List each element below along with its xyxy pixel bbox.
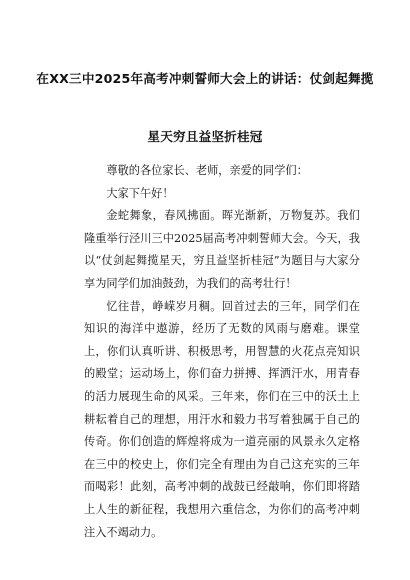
greeting-paragraph: 大家下午好！ [106,186,174,200]
document-title-line-2: 星天穷且益坚折桂冠 [147,129,263,144]
document-body [84,160,360,544]
salutation-paragraph: 尊敬的各位家长、老师，亲爱的同学们： [106,164,308,177]
document-title-line-1: 在XX三中2025年高考冲刺誓师大会上的讲话：仗剑起舞揽 [36,71,374,86]
opening-paragraph: 金蛇舞象，春风拂面。晖光渐新，万物复苏。我们隆重举行泾川三中2025届高考冲刺誓师大会。今天，我以“仗剑起舞揽星天，穷且益坚折桂冠”为题目与大家分享为同学们加油鼓劲，为我们的高考壮行！ [84,209,360,290]
recollection-paragraph: 忆往昔，峥嵘岁月稠。回首过去的三年，同学们在知识的海洋中遨游，经历了无数的风雨与磨难。课堂上，你们认真听讲、积极思考，用智慧的火花点亮知识的殿堂；运动场上，你们奋力拼搏、挥洒汗水，用青春的活力展现生命的风采。三年来，你们在三中的沃土上耕耘着自己的理想，用汗水和毅力书写着独属于自己的传奇。你们创造的辉煌将成为一道亮丽的风景永久定格在三中的校史上，你们完全有理由为自己这充实的三年而喝彩！此刻，高考冲刺的战鼓已经敲响，你们即将踏上人生的新征程，我想用六重信念，为你们的高考冲刺注入不竭动力。 [84,299,360,539]
